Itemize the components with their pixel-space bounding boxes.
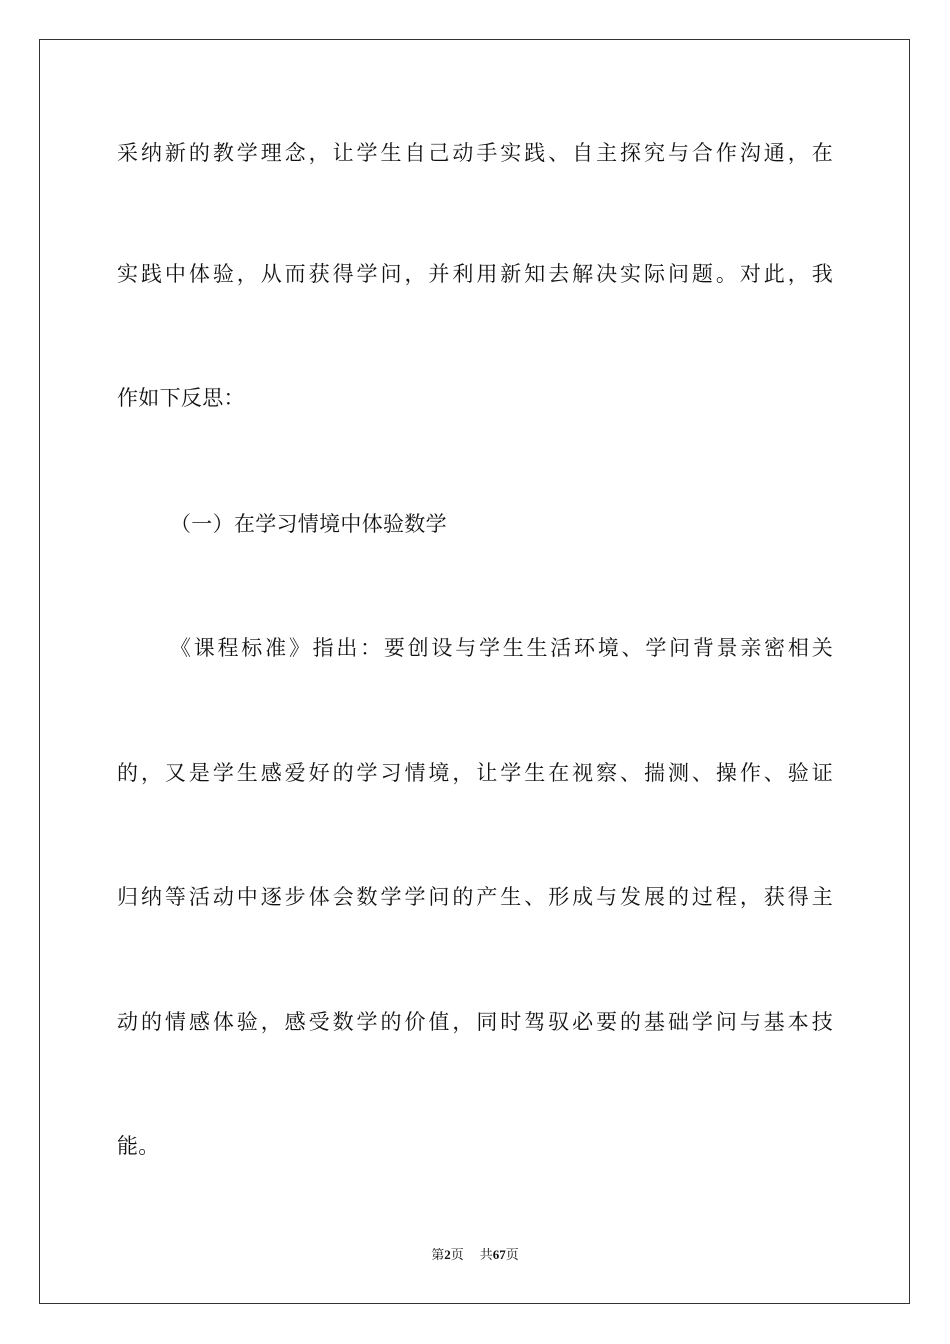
total-suffix: 页 xyxy=(505,1248,519,1263)
total-pages: 67 xyxy=(492,1247,506,1262)
page-number: 2 xyxy=(444,1247,451,1262)
body-text-line-5: 《课程标准》指出：要创设与学生生活环境、学问背景亲密相关 xyxy=(170,636,833,660)
body-text-line-7: 归纳等活动中逐步体会数学学问的产生、形成与发展的过程，获得主 xyxy=(117,885,833,909)
body-text-line-1: 采纳新的教学理念，让学生自己动手实践、自主探究与合作沟通，在 xyxy=(117,141,833,165)
page-footer xyxy=(0,1245,950,1266)
body-text-line-8: 动的情感体验，感受数学的价值，同时驾驭必要的基础学问与基本技 xyxy=(117,1010,833,1034)
body-text-line-9: 能。 xyxy=(117,1134,160,1158)
page-prefix: 第 xyxy=(431,1248,445,1263)
body-text-line-2: 实践中体验，从而获得学问，并利用新知去解决实际问题。对此，我 xyxy=(117,262,833,286)
page-border xyxy=(39,39,910,1304)
body-text-line-3: 作如下反思： xyxy=(117,386,245,410)
section-heading: （一）在学习情境中体验数学 xyxy=(170,512,447,536)
page-suffix: 页 xyxy=(450,1248,464,1263)
body-text-line-6: 的，又是学生感爱好的学习情境，让学生在视察、揣测、操作、验证 xyxy=(117,761,833,785)
total-prefix: 共 xyxy=(479,1248,493,1263)
